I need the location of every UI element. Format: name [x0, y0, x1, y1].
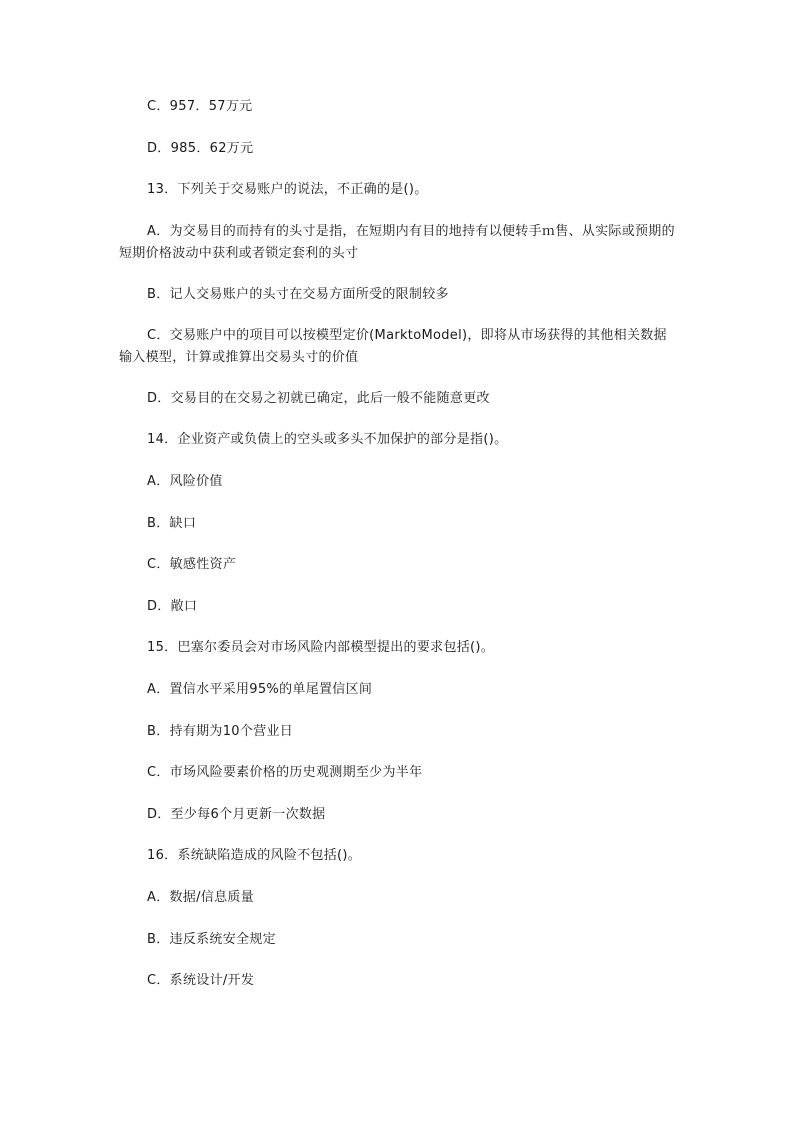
option-b-q14: B．缺口: [147, 516, 197, 531]
option-d-q12: D．985．62万元: [147, 141, 254, 156]
question-16: 16．系统缺陷造成的风险不包括()。: [147, 848, 362, 863]
option-d-q13: D．交易目的在交易之初就已确定，此后一般不能随意更改: [147, 391, 490, 406]
option-c-q13: C．交易账户中的项目可以按模型定价(MarktoModel)，即将从市场获得的其他相关数据输入模型，计算或推算出交易头寸的价值: [119, 328, 667, 365]
option-c-q16: C．系统设计/开发: [147, 973, 255, 988]
option-a-q13: A．为交易目的而持有的头寸是指，在短期内有目的地持有以便转手ｍ售、从实际或预期的短期价格波动中获利或者锁定套利的头寸: [119, 224, 675, 261]
option-a-q14: A．风险价值: [147, 474, 223, 489]
question-13: 13．下列关于交易账户的说法，不正确的是()。: [147, 182, 428, 197]
option-c-q14: C．敏感性资产: [147, 557, 237, 572]
option-d-q15: D．至少每6个月更新一次数据: [147, 807, 326, 822]
option-a-q16: A．数据/信息质量: [147, 890, 254, 905]
option-b-q16: B．违反系统安全规定: [147, 932, 276, 947]
option-b-q15: B．持有期为10个营业日: [147, 724, 294, 739]
option-c-q12: C．957．57万元: [147, 99, 253, 114]
question-14: 14．企业资产或负债上的空头或多头不加保护的部分是指()。: [147, 432, 508, 447]
option-a-q15: A．置信水平采用95%的单尾置信区间: [147, 682, 373, 697]
option-d-q14: D．敞口: [147, 599, 198, 614]
question-15: 15．巴塞尔委员会对市场风险内部模型提出的要求包括()。: [147, 640, 495, 655]
option-b-q13: B．记人交易账户的头寸在交易方面所受的限制较多: [147, 287, 449, 302]
option-c-q15: C．市场风险要素价格的历史观测期至少为半年: [147, 765, 423, 780]
